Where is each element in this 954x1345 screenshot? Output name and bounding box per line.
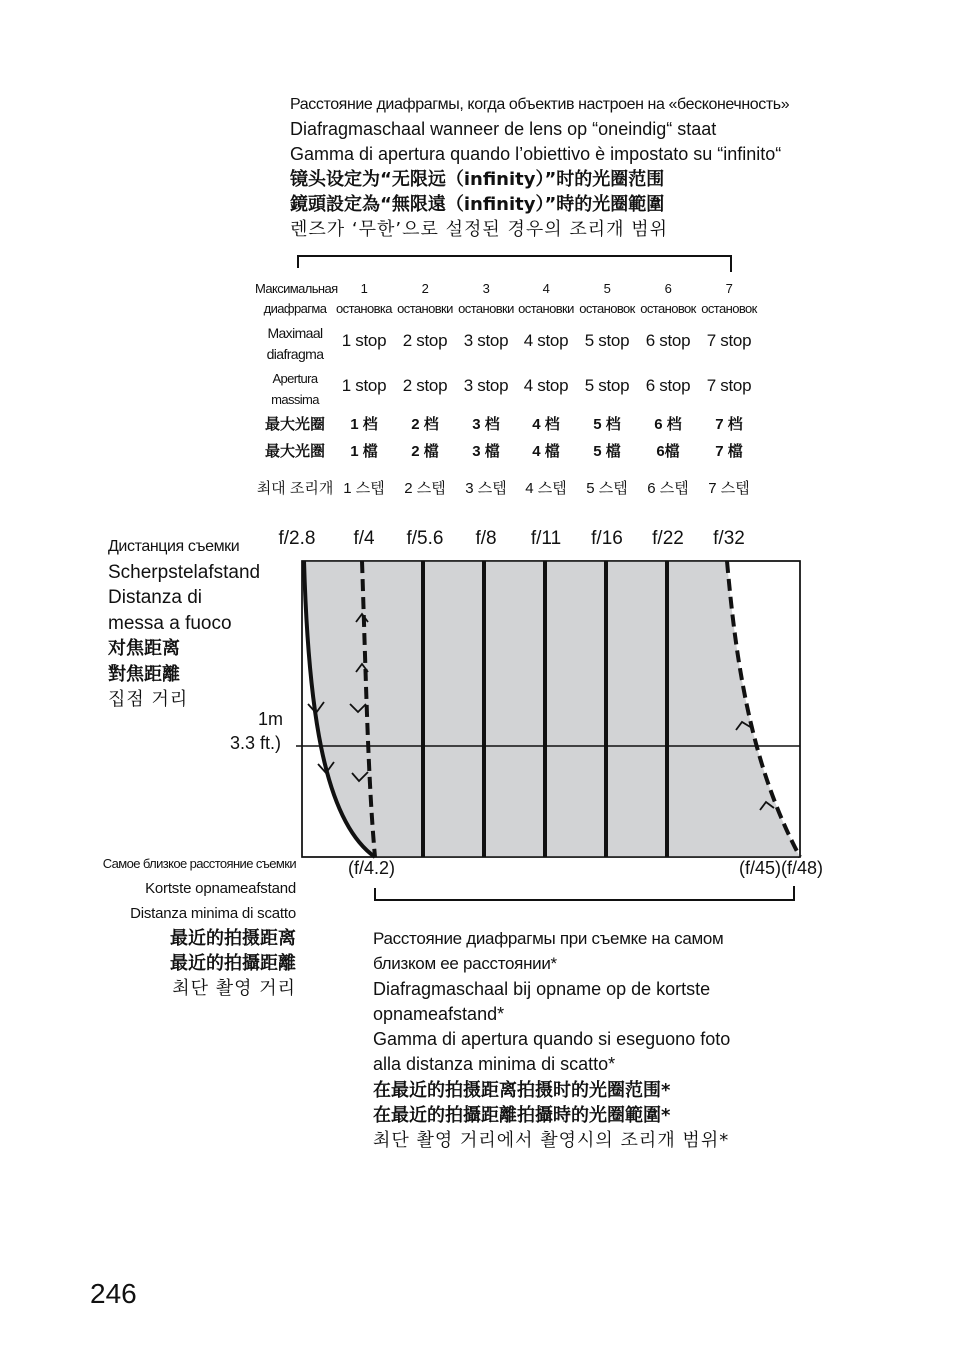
focus-distance-label: Дистанция съемки Scherpstelafstand Distanza di messa a fuoco 对焦距离 對焦距離 집점 거리 xyxy=(108,538,261,710)
row-label-ko: 최대 조리개 xyxy=(256,480,334,497)
stop-cell-2-zh-t: 2 檔 xyxy=(411,443,439,460)
stop-cell-6-ko: 6 스텝 xyxy=(647,480,689,497)
stop-cell-4-zh-t: 4 檔 xyxy=(532,443,560,460)
stop-cell-2-ko: 2 스텝 xyxy=(404,480,446,497)
f-number-label: f/4 xyxy=(353,528,375,549)
stop-cell-4-num: 4 xyxy=(542,281,550,296)
stop-cell-4-ko: 4 스텝 xyxy=(525,480,567,497)
stop-cell-4-it: 4 stop xyxy=(523,376,569,395)
stop-cell-3-zh-t: 3 檔 xyxy=(472,443,500,460)
stop-cell-4-zh-s: 4 档 xyxy=(532,416,560,433)
infinity-bracket xyxy=(298,256,731,272)
distance-imperial: 3.3 ft.) xyxy=(230,733,282,753)
aperture-shaded-area xyxy=(304,561,800,857)
caption-line-ru: Расстояние диафрагмы, когда объектив настроен на «бесконечность» xyxy=(290,96,790,113)
stop-cell-7-nl: 7 stop xyxy=(706,331,752,350)
f-number-label: f/32 xyxy=(713,528,745,549)
distance-metric: 1m xyxy=(258,709,284,729)
stop-cell-7-it: 7 stop xyxy=(706,376,752,395)
min-distance-label: Самое близкое расстояние съемки Kortste opnameafstand Distanza minima di scatto 最近的拍摄距离 最近的拍攝距離 최단 촬영 거리 xyxy=(102,856,296,999)
page-number: 246 xyxy=(90,1278,137,1309)
stop-cell-3-nl: 3 stop xyxy=(463,331,509,350)
stop-cell-6-it: 6 stop xyxy=(645,376,691,395)
stop-cell-3-it: 3 stop xyxy=(463,376,509,395)
f-number-label: f/5.6 xyxy=(406,528,444,549)
stop-cell-6-zh-t: 6檔 xyxy=(656,443,680,460)
stop-cell-5-ru: остановок xyxy=(579,301,635,316)
stop-cell-4-nl: 4 stop xyxy=(523,331,569,350)
stop-cell-1-zh-t: 1 檔 xyxy=(350,443,378,460)
row-label-ru: Максимальная диафрагма xyxy=(255,281,338,316)
stop-cell-7-zh-t: 7 檔 xyxy=(715,443,743,460)
stop-cell-5-ko: 5 스텝 xyxy=(586,480,628,497)
row-label-zh-t: 最大光圏 xyxy=(264,443,325,460)
f-number-label: f/11 xyxy=(530,528,562,549)
closest-f-left: (f/4.2) xyxy=(348,858,396,878)
caption-line-nl: Diafragmaschaal wanneer de lens op “oneindig“ staat xyxy=(290,119,717,139)
f-number-label: f/16 xyxy=(591,528,623,549)
row-label-nl: Maximaal diafragma xyxy=(266,325,324,362)
stop-cell-1-ko: 1 스텝 xyxy=(343,480,385,497)
f-number-label: f/22 xyxy=(652,528,684,549)
stop-cell-7-ru: остановок xyxy=(701,301,757,316)
stop-cell-3-ru: остановки xyxy=(458,301,514,316)
caption-line-zh-t: 鏡頭設定為“無限遠（infinity）”時的光圈範圍 xyxy=(290,194,665,215)
stop-cell-6-nl: 6 stop xyxy=(645,331,691,350)
stop-cell-5-it: 5 stop xyxy=(584,376,630,395)
stop-cell-5-zh-t: 5 檔 xyxy=(593,443,621,460)
caption-line-it: Gamma di apertura quando l’obiettivo è impostato su “infinito“ xyxy=(290,144,782,164)
stop-cell-2-nl: 2 stop xyxy=(402,331,448,350)
stop-cell-6-ru: остановок xyxy=(640,301,696,316)
f-number-label: f/2.8 xyxy=(278,528,316,549)
stop-cell-5-nl: 5 stop xyxy=(584,331,630,350)
stop-cell-3-ko: 3 스텝 xyxy=(465,480,507,497)
stop-cell-1-it: 1 stop xyxy=(341,376,387,395)
stop-cell-7-ko: 7 스텝 xyxy=(708,480,750,497)
closest-bracket xyxy=(375,886,794,900)
stop-cell-5-num: 5 xyxy=(603,281,611,296)
stop-cell-1-num: 1 xyxy=(360,281,368,296)
stop-cell-7-zh-s: 7 档 xyxy=(715,416,743,433)
stop-cell-7-num: 7 xyxy=(725,281,733,296)
stop-cell-6-num: 6 xyxy=(664,281,672,296)
stop-cell-3-zh-s: 3 档 xyxy=(472,416,500,433)
closest-f-right: (f/45)(f/48) xyxy=(739,858,824,878)
stop-cell-1-zh-s: 1 档 xyxy=(350,416,378,433)
row-label-zh-s: 最大光圈 xyxy=(264,416,325,433)
stop-cell-1-ru: остановка xyxy=(336,301,392,316)
row-label-it: Apertura massima xyxy=(271,371,319,407)
bottom-caption: Расстояние диафрагмы при съемке на самом близком ее расстоянии* Diafragmaschaal bij opname op de kortste opnameafstand* Gamma di apertura quando si eseguono foto alla distanza minima di scatto* 在最近的拍摄距离拍摄时的光圈范围* 在最近的拍攝距離拍攝時的光圈範圍* 최단 촬영 거리에서 촬영시의 조리개 범위* xyxy=(373,929,731,1152)
stop-cell-5-zh-s: 5 档 xyxy=(593,416,621,433)
f-number-label: f/8 xyxy=(475,528,497,549)
stop-cell-2-ru: остановки xyxy=(397,301,453,316)
stop-cell-2-num: 2 xyxy=(421,281,429,296)
stop-cell-1-nl: 1 stop xyxy=(341,331,387,350)
stop-cell-6-zh-s: 6 档 xyxy=(654,416,682,433)
stop-cell-3-num: 3 xyxy=(482,281,490,296)
stop-cell-4-ru: остановки xyxy=(518,301,574,316)
stop-cell-2-it: 2 stop xyxy=(402,376,448,395)
stop-cell-2-zh-s: 2 档 xyxy=(411,416,439,433)
caption-line-zh-s: 镜头设定为“无限远（infinity）”时的光圈范围 xyxy=(290,169,665,190)
caption-line-ko: 렌즈가 ‘무한’으로 설정된 경우의 조리개 범위 xyxy=(290,219,669,240)
